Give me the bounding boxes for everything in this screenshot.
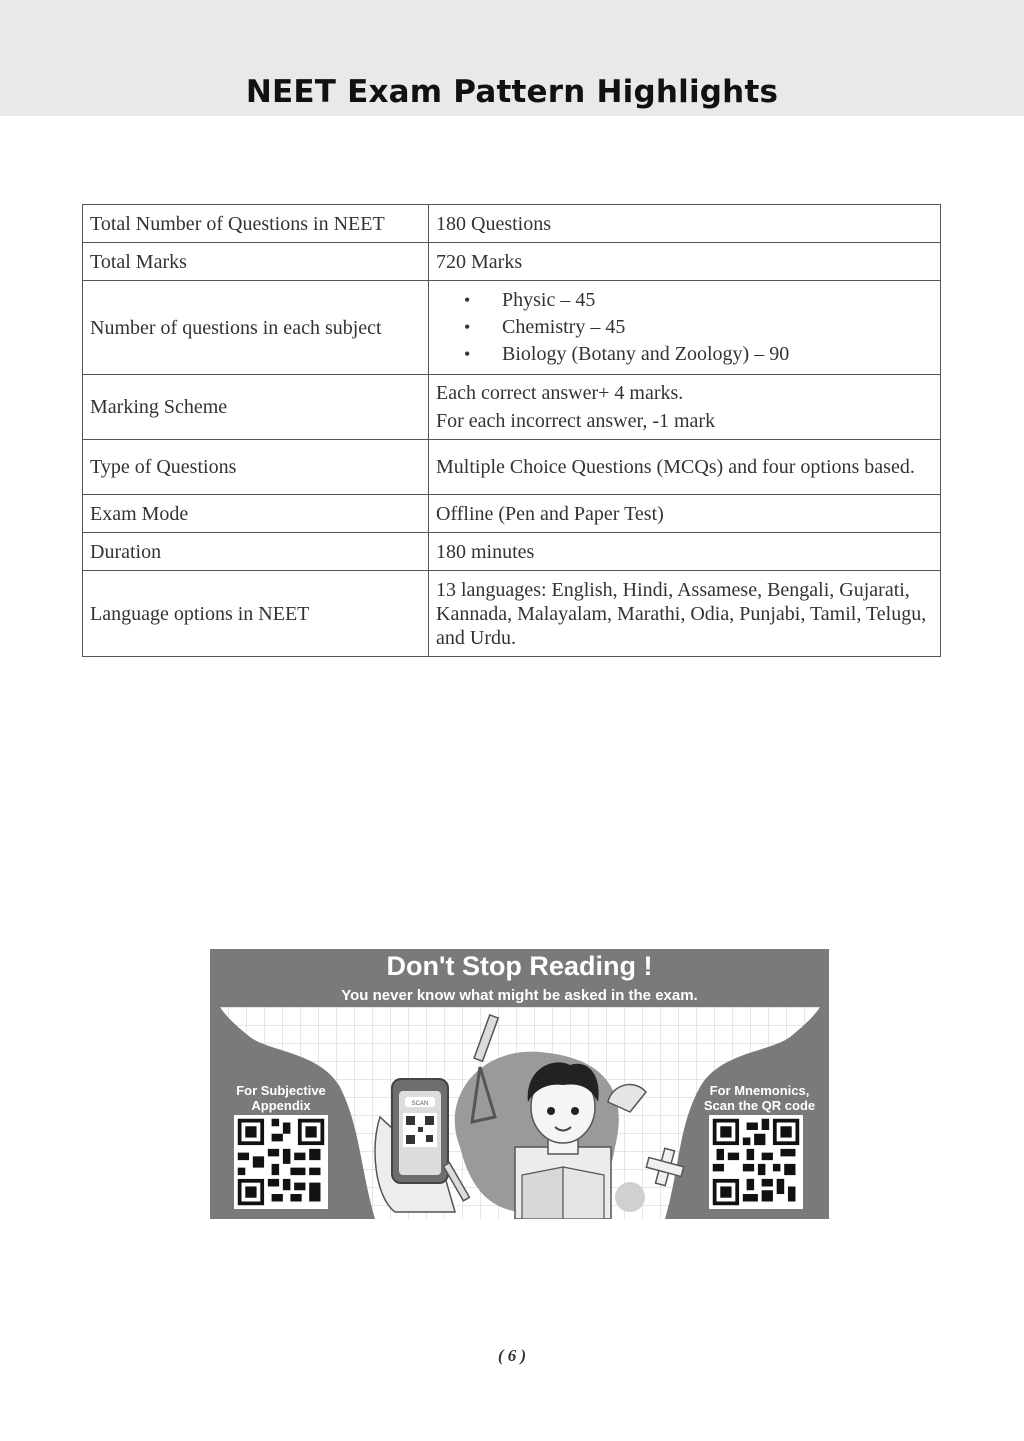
row-value (429, 375, 941, 440)
row-label: Type of Questions (83, 440, 429, 495)
left-qr-label (226, 1083, 336, 1113)
banner-title: Don't Stop Reading ! (386, 951, 653, 981)
row-value: Offline (Pen and Paper Test) (429, 495, 941, 533)
table-row (83, 533, 941, 571)
row-label: Total Number of Questions in NEET (83, 205, 429, 243)
banner-subtitle: You never know what might be asked in the exam. (341, 987, 698, 1004)
row-value: 180 Questions (429, 205, 941, 243)
marking-line: For each incorrect answer, -1 mark (436, 410, 716, 432)
table-row (83, 495, 941, 533)
right-qr-label-line: Scan the QR code (703, 1098, 816, 1113)
row-label: Marking Scheme (83, 375, 429, 440)
row-label: Duration (83, 533, 429, 571)
list-item: • Biology (Botany and Zoology) – 90 (464, 341, 933, 368)
row-label: Total Marks (83, 243, 429, 281)
marking-line: Each correct answer+ 4 marks. (436, 382, 684, 404)
row-value: 13 languages: English, Hindi, Assamese, Bengali, Gujarati, Kannada, Malayalam, Marathi, Odia, Punjabi, Tamil, Telugu, and Urdu. (429, 571, 941, 657)
page-title: NEET Exam Pattern Highlights (245, 74, 779, 110)
left-qr-label-line: For Subjective (236, 1083, 326, 1098)
page-number: ( 6 ) (497, 1346, 527, 1365)
list-item: • Chemistry – 45 (464, 314, 933, 341)
row-value: 720 Marks (429, 243, 941, 281)
phone-label: SCAN (411, 1101, 429, 1107)
list-item: • Physic – 45 (464, 287, 933, 314)
table-row (83, 281, 941, 375)
row-value (429, 281, 941, 375)
subject-list (436, 287, 933, 368)
table-row (83, 440, 941, 495)
table-row (83, 243, 941, 281)
qr-code-icon[interactable] (709, 1115, 803, 1209)
qr-code-icon[interactable] (234, 1115, 328, 1209)
left-qr-label-line: Appendix (251, 1098, 311, 1113)
right-qr-label (702, 1083, 817, 1113)
table-row (83, 375, 941, 440)
table-row (83, 571, 941, 657)
table-row (83, 205, 941, 243)
row-value: 180 minutes (429, 533, 941, 571)
row-value: Multiple Choice Questions (MCQs) and four options based. (429, 440, 941, 495)
row-label: Language options in NEET (83, 571, 429, 657)
promo-banner (210, 949, 829, 1219)
row-label: Number of questions in each subject (83, 281, 429, 375)
exam-pattern-table (82, 204, 941, 657)
row-label: Exam Mode (83, 495, 429, 533)
right-qr-label-line: For Mnemonics, (709, 1083, 810, 1098)
